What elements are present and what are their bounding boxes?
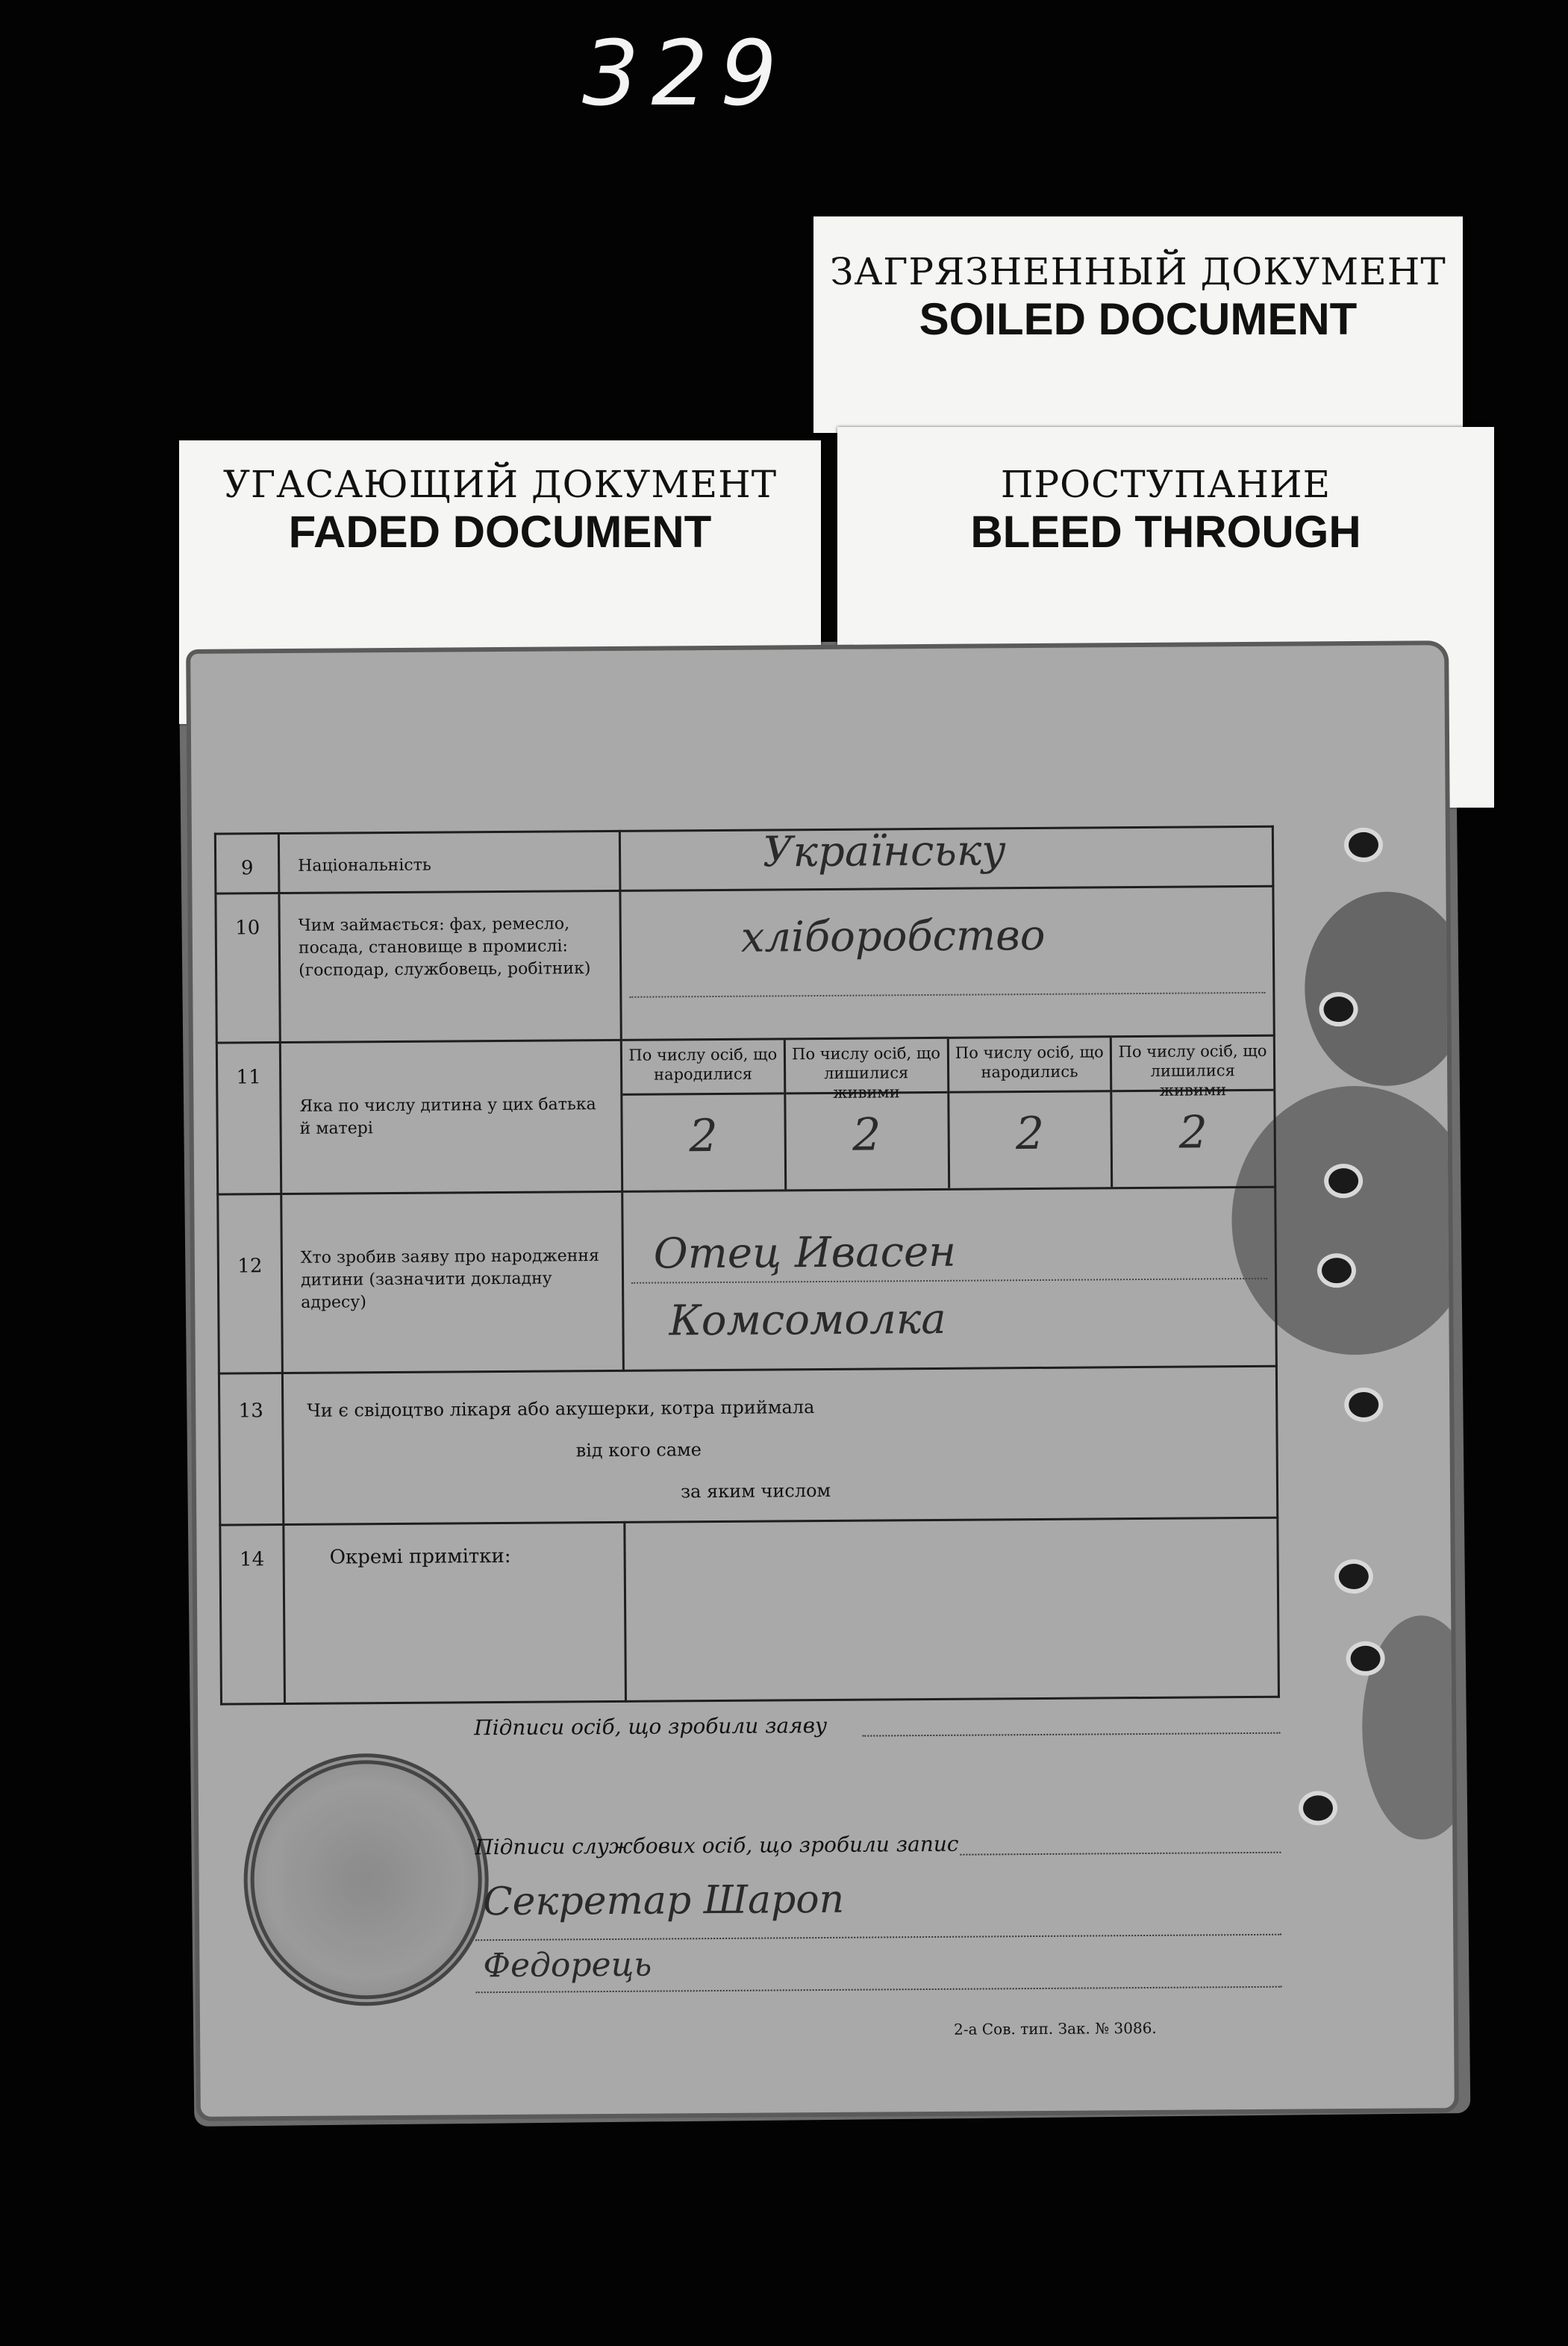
dotted-line [629,992,1265,998]
col-header: По числу осіб, що народились [949,1038,1110,1094]
punch-hole [1328,1168,1358,1194]
dotted-line [960,1852,1281,1856]
punch-hole [1303,1795,1333,1821]
bleed-label-en: BLEED THROUGH [970,507,1361,557]
soiled-label-en: SOILED DOCUMENT [919,294,1358,344]
signatures-section [220,1688,1282,2038]
row-question: Хто зробив заяву про народження дитини (зазначити докладну адресу) [281,1191,624,1373]
handwritten-nationality: Українську [762,826,1006,877]
punch-hole [1339,1564,1369,1589]
dotted-line [631,1278,1267,1284]
child-order-value: 2 [689,1109,718,1163]
form-row-11 [216,1035,1275,1194]
dotted-line [862,1732,1280,1737]
row-number: 13 [219,1373,283,1526]
col-header: По числу осіб, що лишилися живими [1112,1037,1273,1093]
dotted-line [475,1934,1281,1941]
child-order-col-3 [946,1038,1111,1188]
applicants-signature-label: Підписи осіб, що зробили заяву [474,1712,828,1741]
row-question: Чим займається: фах, ремесло, посада, становище в промислі: (господар, службовець, робітник) [279,890,621,1042]
dotted-line [476,1986,1282,1994]
row-13-line3: за яким числом [680,1479,831,1503]
official-seal [243,1753,489,2006]
punch-hole [1349,832,1378,858]
punch-hole [1350,1646,1380,1671]
col-header: По числу осіб, що народилися [622,1040,784,1096]
handwritten-occupation: хліборобство [740,911,1046,962]
bleed-label-ru: ПРОСТУПАНИЕ [1000,463,1331,506]
official-signature-1: Секретар Шароп [482,1877,845,1925]
child-order-value: 2 [852,1108,881,1161]
printer-mark: 2-а Сов. тип. Зак. № 3086. [953,2018,1157,2038]
row-answer-cell [619,826,1273,890]
handwritten-declarant-address: Комсомолка [669,1294,946,1346]
row-number: 14 [220,1525,285,1705]
handwritten-declarant: Отец Ивасен [653,1227,957,1279]
child-order-col-4 [1110,1037,1274,1188]
row-13-text [284,1368,1275,1523]
row-13-line1: Чи є свідоцтво лікаря або акушерки, котра приймала [307,1397,815,1421]
faded-label-en: FADED DOCUMENT [288,507,712,557]
birth-record-page [190,645,1455,2117]
row-number: 11 [216,1043,281,1195]
soiled-document-label [813,216,1463,433]
child-order-cells [621,1035,1275,1191]
punch-hole [1349,1392,1378,1417]
row-answer-cell [620,886,1274,1040]
row-answer-cell [625,1517,1279,1701]
stain [1304,891,1454,1087]
row-question: Національність [278,831,620,893]
form-row-13 [219,1366,1277,1525]
row-13-cell [282,1366,1277,1524]
child-order-grid [622,1037,1274,1191]
child-order-value: 2 [1015,1107,1045,1161]
punch-hole [1323,996,1353,1022]
form-row-10 [216,886,1274,1043]
form-row-9 [215,826,1273,893]
child-order-col-2 [784,1039,948,1190]
col-header: По числу осіб, що лишилися живими [786,1039,947,1095]
child-order-value: 2 [1178,1106,1208,1159]
soiled-label-ru: ЗАГРЯЗНЕННЫЙ ДОКУМЕНТ [830,250,1446,293]
row-question: Окремі примітки: [284,1522,626,1703]
birth-registration-form [214,826,1280,1706]
row-number: 9 [215,834,279,894]
row-answer-cell [622,1187,1277,1370]
faded-label-ru: УГАСАЮЩИЙ ДОКУМЕНТ [222,463,778,506]
row-question: Яка по числу дитина у цих батька й матері [280,1040,622,1194]
form-row-14 [220,1517,1279,1704]
row-13-line2: від кого саме [575,1439,702,1461]
row-number: 12 [218,1194,283,1374]
frame-number: 329 [582,22,790,126]
child-order-col-1 [622,1040,784,1191]
form-row-12 [218,1187,1277,1373]
punch-hole [1322,1258,1352,1283]
officials-signature-label: Підписи службових осіб, що зробили запис [475,1831,959,1860]
official-signature-2: Федорець [483,1945,652,1985]
row-number: 10 [216,893,280,1043]
